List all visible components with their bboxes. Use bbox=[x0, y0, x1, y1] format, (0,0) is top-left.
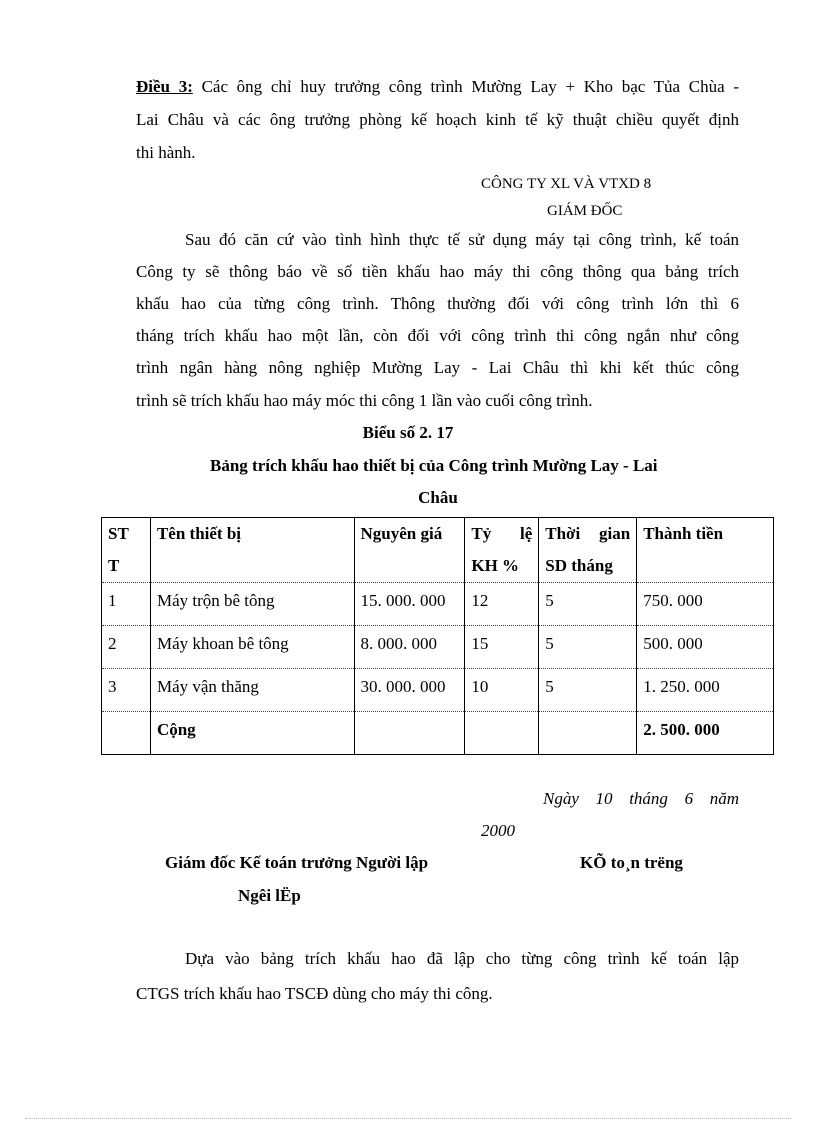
cell-amount: 500. 000 bbox=[637, 626, 774, 669]
article-3-line-3: thi hành. bbox=[136, 143, 196, 162]
table-row bbox=[102, 669, 774, 712]
cell-name: Máy vận thăng bbox=[150, 669, 354, 712]
paragraph-2-line-2: CTGS trích khấu hao TSCĐ dùng cho máy thi công. bbox=[136, 984, 493, 1003]
header-name: Tên thiết bị bbox=[150, 518, 354, 583]
table-row bbox=[102, 583, 774, 626]
cell-cost: 30. 000. 000 bbox=[354, 669, 465, 712]
cell-months: 5 bbox=[539, 669, 637, 712]
signatures-under: Ngêi lËp bbox=[238, 886, 301, 905]
paragraph-2-line-1: Dựa vào bảng trích khấu hao đã lập cho từng công trình kế toán lập bbox=[185, 949, 739, 968]
paragraph-1-line-5: trình ngân hàng nông nghiệp Mường Lay - Lai Châu thì khi kết thúc công bbox=[136, 358, 739, 377]
header-amount: Thành tiền bbox=[637, 518, 774, 583]
cell-total-empty-3 bbox=[465, 712, 539, 755]
article-3-label: Điều 3: bbox=[136, 77, 193, 96]
cell-rate: 12 bbox=[465, 583, 539, 626]
table-title-line-1: Bảng trích khấu hao thiết bị của Công trình Mường Lay - Lai bbox=[210, 456, 658, 475]
header-rate-word-1: Tỷ bbox=[471, 524, 492, 543]
cell-total-empty-2 bbox=[354, 712, 465, 755]
total-label: Cộng bbox=[150, 712, 354, 755]
cell-cost: 15. 000. 000 bbox=[354, 583, 465, 626]
article-3-text-1: Các ông chỉ huy trưởng công trình Mường Lay + Kho bạc Tủa Chùa - bbox=[201, 77, 740, 96]
article-3-line-2: Lai Châu và các ông trưởng phòng kế hoạch kinh tế kỹ thuật chiều quyết định bbox=[136, 110, 739, 129]
header-cost: Nguyên giá bbox=[354, 518, 465, 583]
cell-rate: 10 bbox=[465, 669, 539, 712]
header-rate bbox=[465, 518, 539, 583]
paragraph-1-line-1: Sau đó căn cứ vào tình hình thực tế sử dụng máy tại công trình, kế toán bbox=[185, 230, 739, 249]
paragraph-1-line-2: Công ty sẽ thông báo về số tiền khấu hao máy thi công thông qua bảng trích bbox=[136, 262, 739, 281]
signatures-left: Giám đốc Kế toán trưởng Người lập bbox=[165, 853, 429, 872]
table-header-row bbox=[102, 518, 774, 583]
table-total-row bbox=[102, 712, 774, 755]
header-rate-line-1 bbox=[471, 518, 532, 550]
header-time-word-1: Thời bbox=[545, 524, 581, 543]
cell-name: Máy khoan bê tông bbox=[150, 626, 354, 669]
table-row bbox=[102, 626, 774, 669]
header-rate-line-2: KH % bbox=[471, 556, 520, 575]
page-bottom-divider bbox=[25, 1118, 791, 1119]
header-time bbox=[539, 518, 637, 583]
director-title: GIÁM ĐỐC bbox=[547, 203, 623, 219]
table-number: Biểu số 2. 17 bbox=[362, 423, 454, 442]
paragraph-1-line-3: khấu hao của từng công trình. Thông thường đối với công trình lớn thì 6 bbox=[136, 294, 739, 313]
paragraph-1-line-6: trình sẽ trích khấu hao máy móc thi công 1 lần vào cuối công trình. bbox=[136, 391, 593, 410]
cell-amount: 1. 250. 000 bbox=[637, 669, 774, 712]
header-time-word-2: gian bbox=[599, 524, 631, 543]
header-time-line-2: SD tháng bbox=[545, 556, 613, 575]
cell-months: 5 bbox=[539, 626, 637, 669]
cell-stt: 1 bbox=[102, 583, 151, 626]
cell-rate: 15 bbox=[465, 626, 539, 669]
company-name: CÔNG TY XL VÀ VTXD 8 bbox=[481, 176, 652, 192]
cell-stt: 2 bbox=[102, 626, 151, 669]
cell-cost: 8. 000. 000 bbox=[354, 626, 465, 669]
paragraph-1-line-4: tháng trích khấu hao một lần, còn đối với công trình thi công ngắn như công bbox=[136, 326, 739, 345]
cell-total-empty-4 bbox=[539, 712, 637, 755]
cell-total-empty-1 bbox=[102, 712, 151, 755]
cell-months: 5 bbox=[539, 583, 637, 626]
cell-stt: 3 bbox=[102, 669, 151, 712]
header-stt bbox=[102, 518, 151, 583]
date-line-1: Ngày 10 tháng 6 năm bbox=[543, 789, 739, 808]
date-line-2: 2000 bbox=[481, 821, 515, 840]
cell-name: Máy trộn bê tông bbox=[150, 583, 354, 626]
depreciation-table bbox=[101, 517, 774, 755]
article-3-line-1 bbox=[136, 76, 739, 98]
header-time-line-1 bbox=[545, 518, 630, 550]
table-title-line-2: Châu bbox=[418, 488, 458, 507]
header-rate-word-2: lệ bbox=[519, 524, 533, 543]
cell-amount: 750. 000 bbox=[637, 583, 774, 626]
signatures-right: KÕ to¸n trëng bbox=[580, 853, 683, 872]
header-stt-line-1: ST bbox=[108, 524, 129, 543]
header-stt-line-2: T bbox=[108, 556, 120, 575]
total-amount: 2. 500. 000 bbox=[637, 712, 774, 755]
